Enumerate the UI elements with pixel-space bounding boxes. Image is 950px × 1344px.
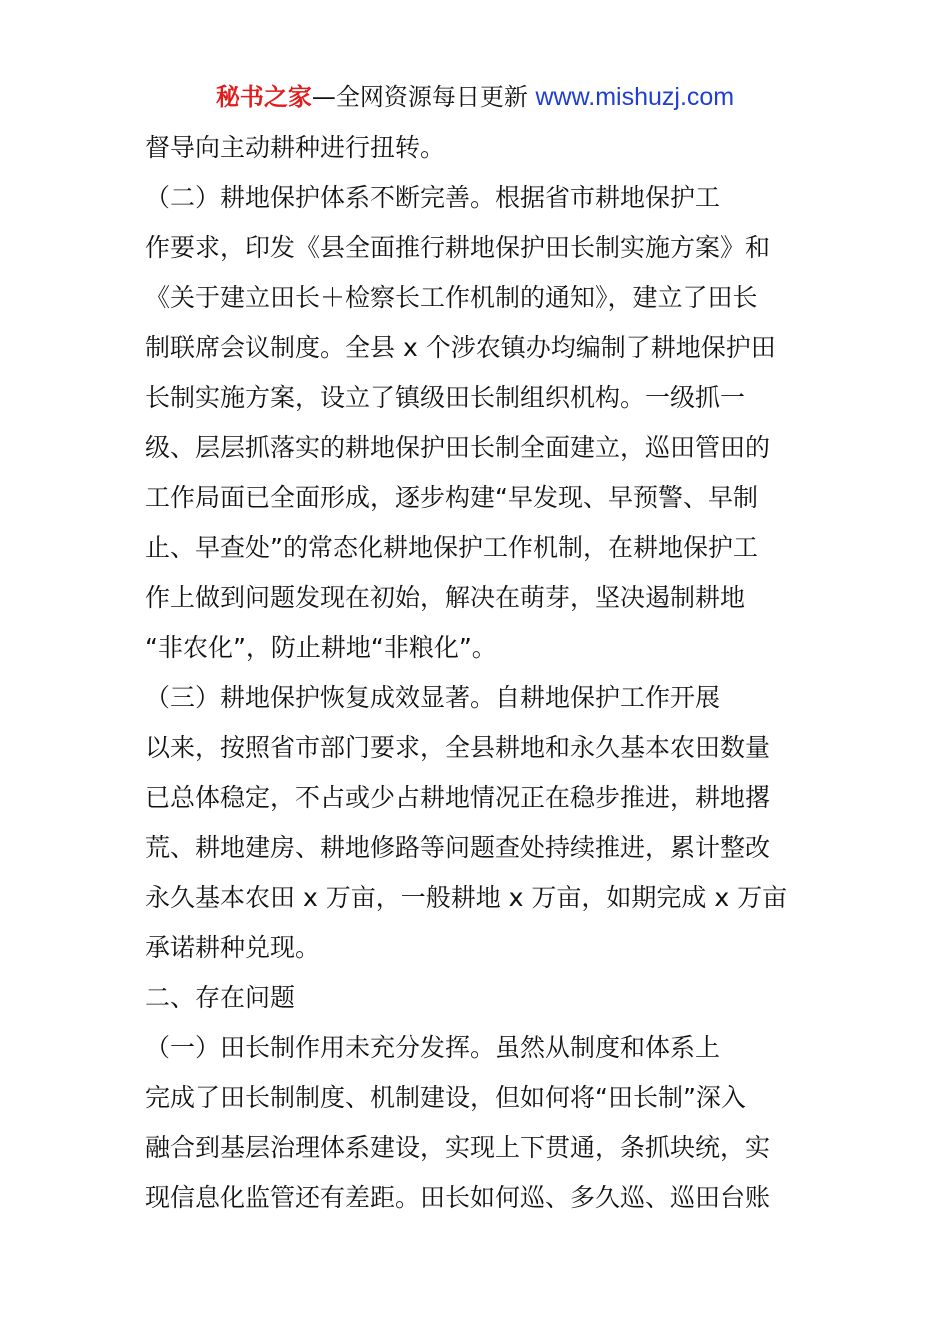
text-line: 已总体稳定，不占或少占耕地情况正在稳步推进，耕地撂: [145, 783, 771, 812]
document-body: [145, 128, 815, 1228]
section-heading: 二、存在问题: [145, 983, 296, 1012]
text-line: （一）田长制作用未充分发挥。虽然从制度和体系上: [145, 1033, 721, 1062]
text-line: 作要求，印发《县全面推行耕地保护田长制实施方案》和: [145, 233, 771, 262]
text-line: 永久基本农田 x 万亩，一般耕地 x 万亩，如期完成 x 万亩: [145, 883, 788, 912]
text-line: 《关于建立田长＋检察长工作机制的通知》，建立了田长: [145, 283, 758, 312]
text-line: 作上做到问题发现在初始，解决在萌芽，坚决遏制耕地: [145, 583, 746, 612]
text-line: 级、层层抓落实的耕地保护田长制全面建立，巡田管田的: [145, 433, 771, 462]
text-line: 长制实施方案，设立了镇级田长制组织机构。一级抓一: [145, 383, 746, 412]
page-header: [0, 82, 950, 112]
text-line: 现信息化监管还有差距。田长如何巡、多久巡、巡田台账: [145, 1183, 771, 1212]
text-line: 工作局面已全面形成，逐步构建“早发现、早预警、早制: [145, 483, 758, 512]
text-line: （二）耕地保护体系不断完善。根据省市耕地保护工: [145, 183, 721, 212]
text-line: “非农化”，防止耕地“非粮化”。: [145, 633, 497, 662]
text-line: 完成了田长制制度、机制建设，但如何将“田长制”深入: [145, 1083, 746, 1112]
text-line: 融合到基层治理体系建设，实现上下贯通，条抓块统，实: [145, 1133, 771, 1162]
text-line: 以来，按照省市部门要求，全县耕地和永久基本农田数量: [145, 733, 771, 762]
text-line: 督导向主动耕种进行扭转。: [145, 133, 446, 162]
header-url[interactable]: www.mishuzj.com: [535, 83, 735, 111]
text-line: 承诺耕种兑现。: [145, 933, 321, 962]
text-line: （三）耕地保护恢复成效显著。自耕地保护工作开展: [145, 683, 721, 712]
text-line: 荒、耕地建房、耕地修路等问题查处持续推进，累计整改: [145, 833, 771, 862]
text-line: 止、早查处”的常态化耕地保护工作机制，在耕地保护工: [145, 533, 758, 562]
text-line: 制联席会议制度。全县 x 个涉农镇办均编制了耕地保护田: [145, 333, 776, 362]
header-brand: 秘书之家: [215, 83, 312, 111]
header-tagline: —全网资源每日更新: [311, 83, 528, 111]
